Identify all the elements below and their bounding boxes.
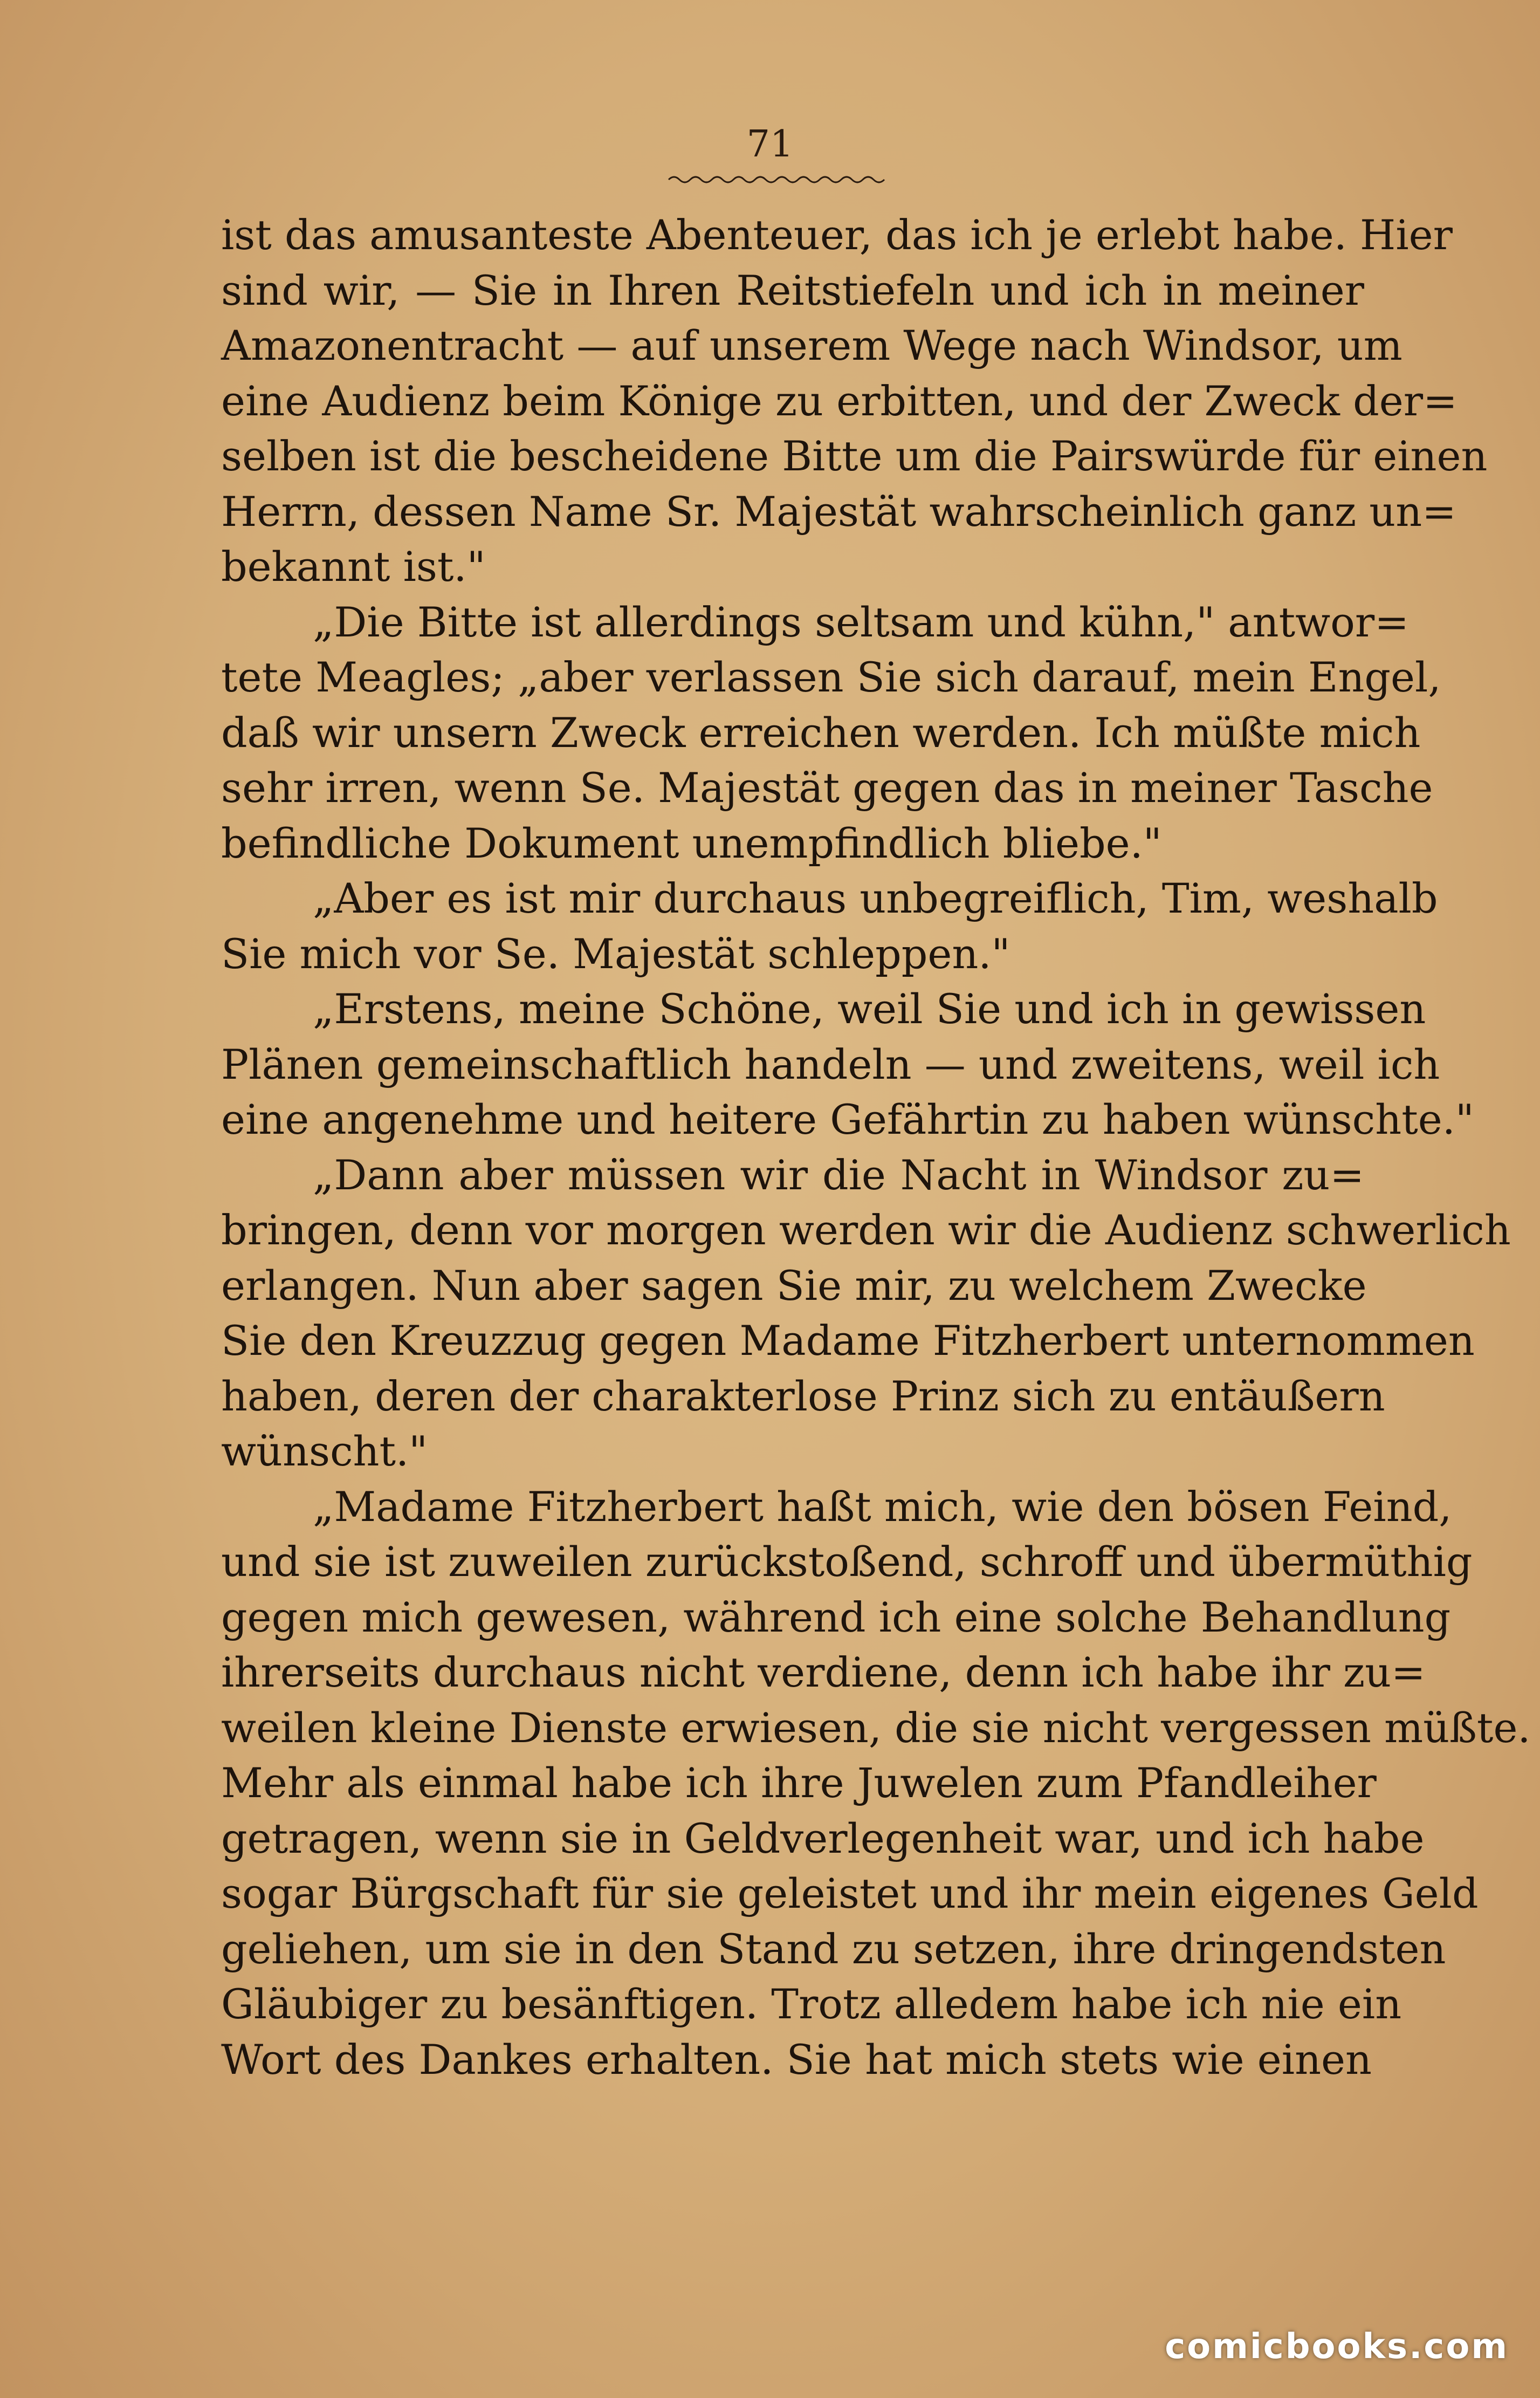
text-line: Amazonentracht — auf unserem Wege nach Windsor, um — [221, 321, 1402, 369]
text-line: Sie den Kreuzzug gegen Madame Fitzherbert unternommen — [221, 1317, 1475, 1365]
text-line: Plänen gemeinschaftlich handeln — und zweitens, weil ich — [221, 1040, 1440, 1088]
text-line: daß wir unsern Zweck erreichen werden. Ich müßte mich — [221, 708, 1421, 757]
text-line: ist das amusanteste Abenteuer, das ich je erlebt habe. Hier — [221, 211, 1453, 259]
text-line: Wort des Dankes erhalten. Sie hat mich stets wie einen — [221, 2035, 1372, 2084]
watermark-logo: comicbooks.com — [1165, 2327, 1509, 2367]
wavy-ornament — [669, 172, 884, 188]
text-line: sogar Bürgschaft für sie geleistet und ihr mein eigenes Geld — [221, 1869, 1479, 1917]
text-line: selben ist die bescheidene Bitte um die Pairswürde für einen — [221, 432, 1488, 480]
text-line: „Erstens, meine Schöne, weil Sie und ich in gewissen — [313, 985, 1426, 1033]
text-line: und sie ist zuweilen zurückstoßend, schroff und übermüthig — [221, 1538, 1473, 1586]
text-line: eine angenehme und heitere Gefährtin zu haben wünschte." — [221, 1095, 1474, 1143]
text-line: wünscht." — [221, 1427, 428, 1475]
text-line: getragen, wenn sie in Geldverlegenheit war, und ich habe — [221, 1814, 1425, 1862]
text-line: weilen kleine Dienste erwiesen, die sie nicht vergessen müßte. — [221, 1703, 1531, 1752]
text-line: gegen mich gewesen, während ich eine solche Behandlung — [221, 1593, 1451, 1641]
text-line: sehr irren, wenn Se. Majestät gegen das in meiner Tasche — [221, 764, 1433, 812]
text-line: sind wir, — Sie in Ihren Reitstiefeln und ich in meiner — [221, 266, 1364, 314]
text-line: erlangen. Nun aber sagen Sie mir, zu welchem Zwecke — [221, 1261, 1367, 1310]
text-line: bringen, denn vor morgen werden wir die Audienz schwerlich — [221, 1206, 1511, 1254]
text-line: „Madame Fitzherbert haßt mich, wie den bösen Feind, — [313, 1482, 1452, 1531]
text-line: Gläubiger zu besänftigen. Trotz alledem habe ich nie ein — [221, 1980, 1402, 2028]
text-line: haben, deren der charakterlose Prinz sich zu entäußern — [221, 1372, 1385, 1420]
text-line: tete Meagles; „aber verlassen Sie sich darauf, mein Engel, — [221, 653, 1441, 701]
text-line: „Dann aber müssen wir die Nacht in Windsor zu= — [313, 1150, 1364, 1199]
text-line: „Die Bitte ist allerdings seltsam und kühn," antwor= — [313, 598, 1409, 646]
text-line: bekannt ist." — [221, 543, 486, 591]
text-line: Mehr als einmal habe ich ihre Juwelen zum Pfandleiher — [221, 1759, 1377, 1807]
text-line: Sie mich vor Se. Majestät schleppen." — [221, 929, 1010, 978]
text-line: Herrn, dessen Name Sr. Majestät wahrscheinlich ganz un= — [221, 487, 1456, 536]
page-number: 71 — [746, 123, 794, 166]
text-line: geliehen, um sie in den Stand zu setzen, ihre dringendsten — [221, 1924, 1446, 1973]
text-line: „Aber es ist mir durchaus unbegreiflich, Tim, weshalb — [313, 874, 1438, 922]
text-line: eine Audienz beim Könige zu erbitten, und der Zweck der= — [221, 376, 1458, 425]
body-text — [221, 208, 1531, 2087]
text-line: befindliche Dokument unempfindlich bliebe." — [221, 819, 1162, 867]
text-line: ihrerseits durchaus nicht verdiene, denn ich habe ihr zu= — [221, 1648, 1426, 1696]
